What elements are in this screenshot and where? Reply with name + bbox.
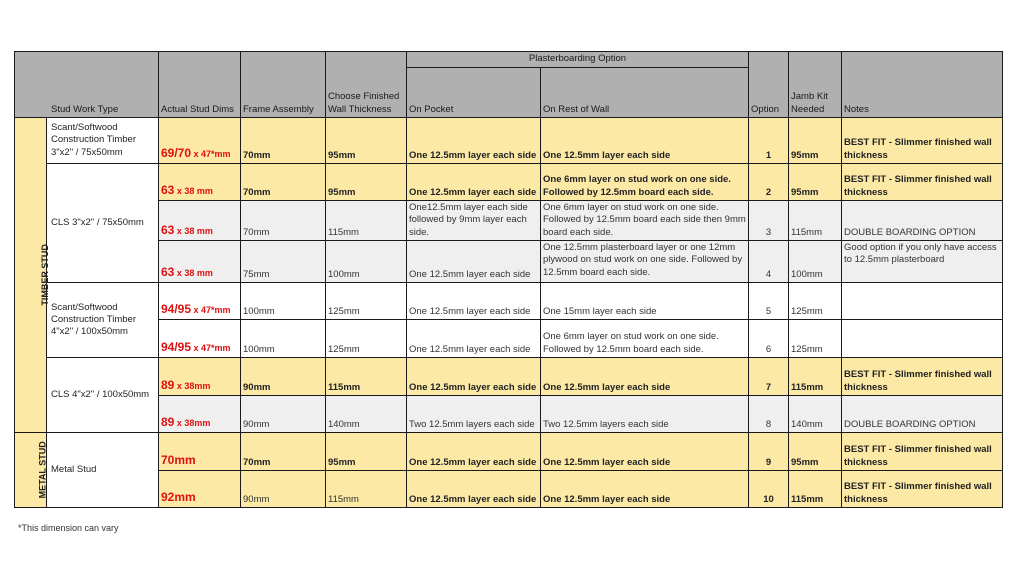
actual-dims-cell [159, 283, 241, 320]
frame-cell: 70mm [241, 201, 326, 241]
header-stud-type-label: Stud Work Type [51, 103, 119, 115]
frame-cell: 90mm [241, 396, 326, 433]
frame-cell: 100mm [241, 283, 326, 320]
frame-cell: 70mm [241, 164, 326, 201]
pocket-cell: One12.5mm layer each side followed by 9mm layer each side. [407, 201, 541, 241]
wall-cell: 115mm [326, 471, 407, 508]
option-cell: 6 [749, 320, 789, 358]
wall-cell: 95mm [326, 164, 407, 201]
notes-cell: Good option if you only have access to 12.5mm plasterboard [842, 241, 1003, 283]
dim-small: x 47*mm [191, 149, 231, 160]
jamb-cell: 140mm [789, 396, 842, 433]
jamb-cell: 95mm [789, 118, 842, 164]
notes-cell: DOUBLE BOARDING OPTION [842, 396, 1003, 433]
jamb-cell: 125mm [789, 283, 842, 320]
header-row-top [15, 52, 1003, 68]
rest-cell: One 12.5mm layer each side [541, 471, 749, 508]
stud-type-cell: Metal Stud [47, 433, 159, 508]
jamb-cell: 95mm [789, 433, 842, 471]
jamb-cell: 115mm [789, 201, 842, 241]
rest-cell: One 6mm layer on stud work on one side. Followed by 12.5mm board each side then 9mm board each side. [541, 201, 749, 241]
rest-cell: One 6mm layer on stud work on one side. Followed by 12.5mm board each side. [541, 164, 749, 201]
header-plasterboarding: Plasterboarding Option [407, 52, 749, 68]
dim-big: 70mm [161, 453, 196, 468]
frame-cell: 70mm [241, 433, 326, 471]
pocket-cell: One 12.5mm layer each side [407, 118, 541, 164]
dim-big: 89 [161, 415, 175, 430]
notes-cell: BEST FIT - Slimmer finished wall thickness [842, 118, 1003, 164]
header-on-pocket: On Pocket [407, 68, 541, 118]
dim-small: x 47*mm [191, 305, 231, 316]
option-cell: 7 [749, 358, 789, 396]
notes-cell: DOUBLE BOARDING OPTION [842, 201, 1003, 241]
actual-dims-cell [159, 396, 241, 433]
option-cell: 10 [749, 471, 789, 508]
frame-cell: 75mm [241, 241, 326, 283]
jamb-cell: 95mm [789, 164, 842, 201]
dim-big: 92mm [161, 490, 196, 505]
stud-work-table [14, 51, 1003, 508]
rest-cell: One 6mm layer on stud work on one side. Followed by 12.5mm board each side. [541, 320, 749, 358]
jamb-cell: 115mm [789, 358, 842, 396]
stud-type-cell: Scant/Softwood Construction Timber 3"x2" / 75x50mm [47, 118, 159, 164]
rest-cell: One 15mm layer each side [541, 283, 749, 320]
header-frame-assembly: Frame Assembly [241, 52, 326, 118]
table-row [15, 320, 1003, 358]
frame-cell: 70mm [241, 118, 326, 164]
pocket-cell: One 12.5mm layer each side [407, 241, 541, 283]
header-finished-wall: Choose Finished Wall Thickness [326, 52, 407, 118]
table-row [15, 471, 1003, 508]
header-on-rest: On Rest of Wall [541, 68, 749, 118]
option-cell: 9 [749, 433, 789, 471]
table-row [15, 358, 1003, 396]
stud-type-cell: Scant/Softwood Construction Timber 4"x2" / 100x50mm [47, 283, 159, 358]
dim-small: x 47*mm [191, 343, 231, 354]
frame-cell: 100mm [241, 320, 326, 358]
rest-cell: One 12.5mm layer each side [541, 118, 749, 164]
header-option: Option [749, 52, 789, 118]
category-timber-label: TIMBER STUD [39, 243, 50, 306]
option-cell: 5 [749, 283, 789, 320]
pocket-cell: One 12.5mm layer each side [407, 164, 541, 201]
pocket-cell: One 12.5mm layer each side [407, 283, 541, 320]
notes-cell [842, 320, 1003, 358]
table-row [15, 283, 1003, 320]
header-stud-type [15, 52, 159, 118]
option-cell: 2 [749, 164, 789, 201]
notes-cell [842, 283, 1003, 320]
header-notes: Notes [842, 52, 1003, 118]
notes-cell: BEST FIT - Slimmer finished wall thickness [842, 471, 1003, 508]
pocket-cell: One 12.5mm layer each side [407, 358, 541, 396]
wall-cell: 100mm [326, 241, 407, 283]
wall-cell: 125mm [326, 320, 407, 358]
pocket-cell: One 12.5mm layer each side [407, 320, 541, 358]
dim-big: 94/95 [161, 302, 192, 317]
table-row [15, 396, 1003, 433]
dim-big: 63 [161, 223, 175, 238]
rest-cell: One 12.5mm plasterboard layer or one 12mm plywood on stud work on one side. Followed by 12.5mm board each side. [541, 241, 749, 283]
dim-big: 94/95 [161, 340, 192, 355]
dim-small: x 38mm [174, 381, 211, 392]
pocket-cell: One 12.5mm layer each side [407, 471, 541, 508]
table-row [15, 164, 1003, 201]
stud-type-cell: CLS 4"x2" / 100x50mm [47, 358, 159, 433]
actual-dims-cell [159, 320, 241, 358]
wall-cell: 115mm [326, 201, 407, 241]
dim-big: 63 [161, 183, 175, 198]
actual-dims-cell [159, 358, 241, 396]
pocket-cell: One 12.5mm layer each side [407, 433, 541, 471]
table-row [15, 433, 1003, 471]
wall-cell: 95mm [326, 433, 407, 471]
actual-dims-cell [159, 118, 241, 164]
rest-cell: Two 12.5mm layers each side [541, 396, 749, 433]
dim-small: x 38 mm [174, 226, 213, 237]
rest-cell: One 12.5mm layer each side [541, 358, 749, 396]
dim-small: x 38 mm [174, 268, 213, 279]
actual-dims-cell [159, 241, 241, 283]
frame-cell: 90mm [241, 471, 326, 508]
actual-dims-cell [159, 201, 241, 241]
dim-big: 63 [161, 265, 175, 280]
option-cell: 3 [749, 201, 789, 241]
actual-dims-cell [159, 164, 241, 201]
dim-big: 89 [161, 378, 175, 393]
rest-cell: One 12.5mm layer each side [541, 433, 749, 471]
header-actual-dims: Actual Stud Dims [159, 52, 241, 118]
option-cell: 4 [749, 241, 789, 283]
category-metal-stud [15, 433, 47, 508]
pocket-cell: Two 12.5mm layers each side [407, 396, 541, 433]
dim-small: x 38 mm [174, 186, 213, 197]
header-jamb-kit: Jamb Kit Needed [789, 52, 842, 118]
wall-cell: 125mm [326, 283, 407, 320]
actual-dims-cell [159, 471, 241, 508]
actual-dims-cell [159, 433, 241, 471]
frame-cell: 90mm [241, 358, 326, 396]
category-timber-stud [15, 118, 50, 433]
table-row [15, 241, 1003, 283]
wall-cell: 95mm [326, 118, 407, 164]
wall-cell: 115mm [326, 358, 407, 396]
jamb-cell: 125mm [789, 320, 842, 358]
jamb-cell: 100mm [789, 241, 842, 283]
footnote: *This dimension can vary [18, 523, 119, 533]
dim-big: 69/70 [161, 146, 192, 161]
option-cell: 1 [749, 118, 789, 164]
notes-cell: BEST FIT - Slimmer finished wall thickness [842, 164, 1003, 201]
stud-type-cell: CLS 3"x2" / 75x50mm [47, 164, 159, 283]
wall-cell: 140mm [326, 396, 407, 433]
notes-cell: BEST FIT - Slimmer finished wall thickness [842, 433, 1003, 471]
category-metal-label: METAL STUD [37, 441, 48, 499]
option-cell: 8 [749, 396, 789, 433]
table-row [15, 118, 1003, 164]
dim-small: x 38mm [174, 418, 211, 429]
jamb-cell: 115mm [789, 471, 842, 508]
notes-cell: BEST FIT - Slimmer finished wall thickness [842, 358, 1003, 396]
table-row [15, 201, 1003, 241]
